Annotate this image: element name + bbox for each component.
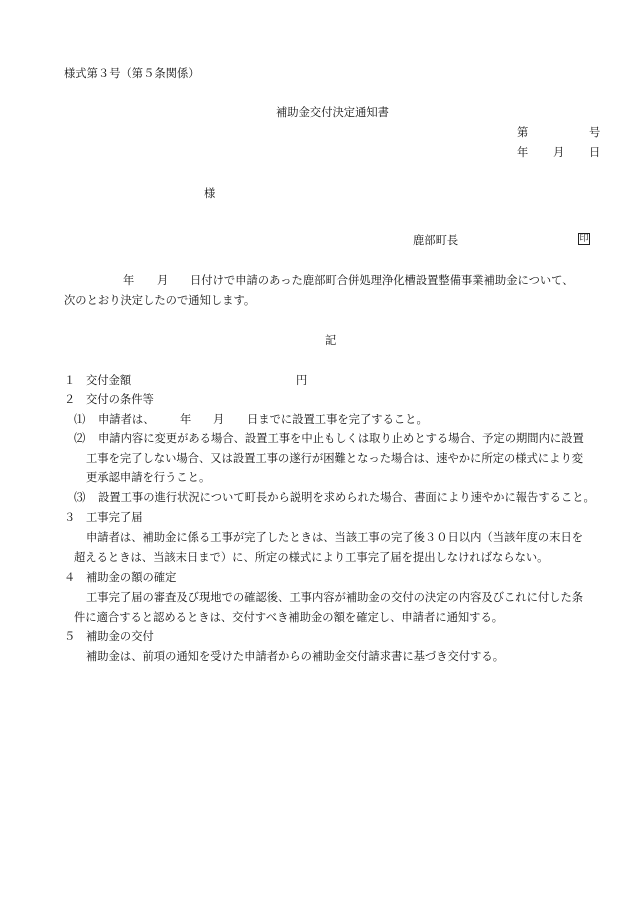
section-5-line1: 補助金は、前項の通知を受けた申請者からの補助金交付請求書に基づき交付する。 bbox=[86, 650, 504, 663]
section-5-label: 補助金の交付 bbox=[86, 630, 154, 643]
section-3-number: ３ bbox=[64, 511, 76, 524]
section-4-line1: 工事完了届の審査及び現地での確認後、工事内容が補助金の交付の決定の内容及びこれに付した条 bbox=[86, 591, 584, 604]
document-title: 補助金交付決定通知書 bbox=[276, 106, 389, 119]
section-3-line2: 超えるときは、当該末日まで）に、所定の様式により工事完了届を提出しなければならない。 bbox=[74, 551, 549, 564]
ki-heading: 記 bbox=[325, 334, 337, 347]
intro-month: 月 bbox=[157, 274, 169, 287]
section-4-label: 補助金の額の確定 bbox=[86, 571, 177, 584]
condition-3-text: 設置工事の進行状況について町長から説明を求められた場合、書面により速やかに報告すること。 bbox=[98, 491, 595, 504]
seal-stamp bbox=[578, 233, 590, 245]
date-year: 年 bbox=[517, 146, 529, 159]
condition-1-year: 年 bbox=[180, 413, 192, 426]
section-1-label: 交付金額 bbox=[86, 374, 132, 387]
addressee-suffix: 様 bbox=[204, 187, 216, 200]
form-number: 様式第３号（第５条関係） bbox=[64, 67, 200, 80]
condition-1-month: 月 bbox=[213, 413, 225, 426]
section-5-number: ５ bbox=[64, 630, 76, 643]
section-1-number: １ bbox=[64, 374, 76, 387]
intro-text-line1: 日付けで申請のあった鹿部町合併処理浄化槽設置整備事業補助金について、 bbox=[190, 274, 574, 287]
section-1-unit: 円 bbox=[296, 374, 308, 387]
condition-1-post: 日までに設置工事を完了すること。 bbox=[247, 413, 428, 426]
issuer-name: 鹿部町長 bbox=[413, 234, 459, 247]
section-4-number: ４ bbox=[64, 571, 76, 584]
condition-1-number: ⑴ bbox=[74, 413, 86, 426]
section-4-line2: 件に適合すると認めるときは、交付すべき補助金の額を確定し、申請者に通知する。 bbox=[74, 611, 504, 624]
intro-text-line2: 次のとおり決定したので通知します。 bbox=[64, 294, 256, 307]
condition-3-number: ⑶ bbox=[74, 491, 86, 504]
date-month: 月 bbox=[553, 146, 565, 159]
condition-1-pre: 申請者は、 bbox=[98, 413, 155, 426]
section-3-label: 工事完了届 bbox=[86, 511, 143, 524]
section-2-number: ２ bbox=[64, 393, 76, 406]
condition-2-number: ⑵ bbox=[74, 432, 86, 445]
condition-2-line2: 工事を完了しない場合、又は設置工事の遂行が困難となった場合は、速やかに所定の様式により変 bbox=[86, 452, 584, 465]
section-3-line1: 申請者は、補助金に係る工事が完了したときは、当該工事の完了後３０日以内（当該年度の末日を bbox=[86, 531, 584, 544]
section-2-label: 交付の条件等 bbox=[86, 393, 154, 406]
intro-year: 年 bbox=[123, 274, 135, 287]
doc-number-prefix: 第 bbox=[517, 126, 529, 139]
condition-2-line3: 更承認申請を行うこと。 bbox=[86, 471, 211, 484]
condition-2-line1: 申請内容に変更がある場合、設置工事を中止もしくは取り止めとする場合、予定の期間内に設置 bbox=[98, 432, 584, 445]
seal-char: 印 bbox=[579, 233, 589, 244]
doc-number-suffix: 号 bbox=[589, 126, 601, 139]
date-day: 日 bbox=[589, 146, 601, 159]
